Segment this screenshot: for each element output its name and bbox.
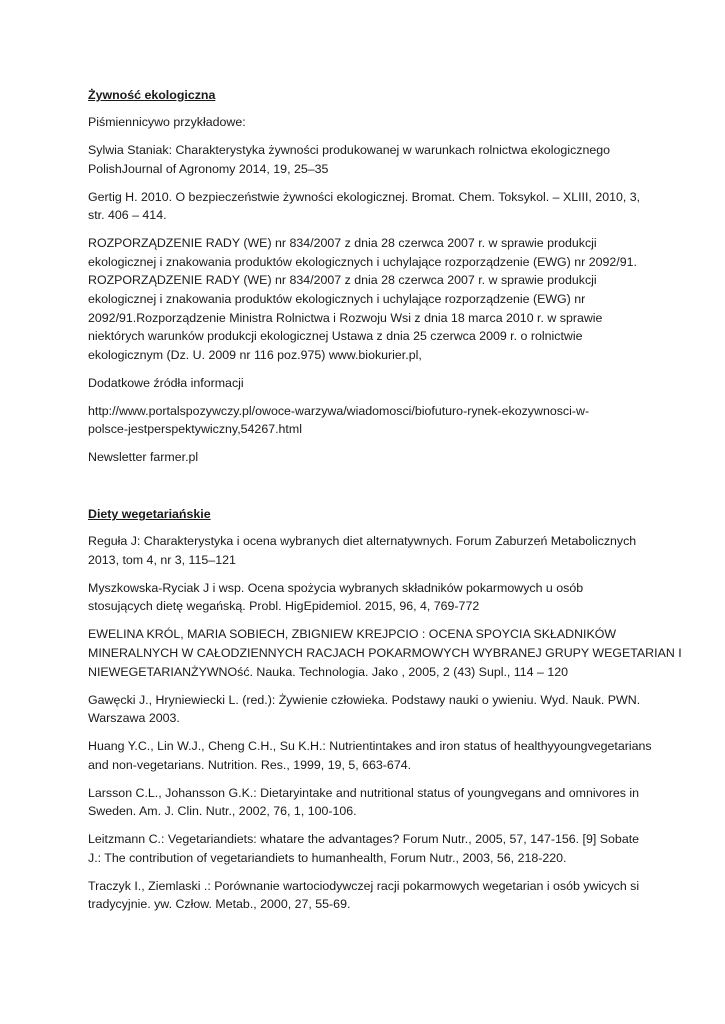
reference-line: EWELINA KRÓL, MARIA SOBIECH, ZBIGNIEW KREJPCIO : OCENA SPOYCIA SKŁADNIKÓW (88, 627, 617, 642)
reference-line: http://www.portalspozywczy.pl/owoce-warzywa/wiadomosci/biofuturo-rynek-ekozywnosci-w- (88, 403, 590, 418)
reference-entry (88, 737, 652, 774)
reference-line: stosujących dietę wegańską. Probl. HigEpidemiol. 2015, 96, 4, 769-772 (88, 599, 480, 614)
reference-entry (88, 188, 648, 225)
reference-line: tradycyjnie. yw. Człow. Metab., 2000, 27, 55-69. (88, 897, 351, 912)
reference-entry (88, 691, 648, 728)
section-heading-ecological-food: Żywność ekologiczna (88, 88, 216, 102)
reference-line: str. 406 – 414. (88, 208, 167, 223)
reference-line: Newsletter farmer.pl (88, 450, 199, 465)
document-page (88, 86, 682, 923)
reference-entry (88, 234, 648, 364)
reference-entry (88, 579, 648, 616)
reference-line: Larsson C.L., Johansson G.K.: Dietaryintake and nutritional status of youngvegans and omnivores in (88, 785, 640, 800)
reference-line: Warszawa 2003. (88, 711, 180, 726)
reference-line: Sylwia Staniak: Charakterystyka żywności produkowanej w warunkach rolnictwa ekologicznego (88, 142, 611, 157)
reference-line: Gertig H. 2010. O bezpieczeństwie żywności ekologicznej. Bromat. Chem. Toksykol. – XLIII, 2010, 3, (88, 189, 641, 204)
reference-line: Sweden. Am. J. Clin. Nutr., 2002, 76, 1, 100-106. (88, 804, 357, 819)
reference-entry (88, 141, 648, 178)
section-spacer (88, 476, 648, 505)
reference-entry (88, 784, 648, 821)
reference-entry (88, 877, 648, 914)
reference-line: MINERALNYCH W CAŁODZIENNYCH RACJACH POKARMOWYCH WYBRANEJ GRUPY WEGETARIAN I (88, 645, 682, 660)
reference-line: 2013, tom 4, nr 3, 115–121 (88, 552, 236, 567)
reference-line: ROZPORZĄDZENIE RADY (WE) nr 834/2007 z dnia 28 czerwca 2007 r. w sprawie produkcji (88, 273, 597, 288)
reference-line: Huang Y.C., Lin W.J., Cheng C.H., Su K.H.: Nutrientintakes and iron status of healthyyoungvegetarians (88, 739, 652, 754)
reference-entry (88, 830, 648, 867)
reference-line: PolishJournal of Agronomy 2014, 19, 25–35 (88, 161, 329, 176)
reference-line: ekologicznej i znakowania produktów ekologicznych i uchylające rozporządzenie (EWG) nr (88, 291, 586, 306)
reference-line: Reguła J: Charakterystyka i ocena wybranych diet alternatywnych. Forum Zaburzeń Metabolicznych (88, 534, 637, 549)
reference-entry (88, 402, 648, 439)
reference-line: Dodatkowe źródła informacji (88, 375, 244, 390)
reference-line: ekologicznym (Dz. U. 2009 nr 116 poz.975) www.biokurier.pl, (88, 347, 422, 362)
reference-entry (88, 374, 648, 393)
reference-line: polsce-jestperspektywiczny,54267.html (88, 422, 302, 437)
literature-intro: Piśmiennicywo przykładowe: (88, 115, 246, 129)
vegetarian-diets-references (88, 532, 682, 914)
reference-line: Traczyk I., Ziemlaski .: Porównanie wartociodywczej racji pokarmowych wegetarian i osób ywicych si (88, 878, 640, 893)
reference-line: ekologicznej i znakowania produktów ekologicznych i uchylające rozporządzenie (EWG) nr 2092/91. (88, 254, 637, 269)
reference-entry (88, 532, 648, 569)
reference-line: and non-vegetarians. Nutrition. Res., 1999, 19, 5, 663-674. (88, 757, 412, 772)
reference-entry (88, 448, 648, 467)
reference-line: Gawęcki J., Hryniewiecki L. (red.): Żywienie człowieka. Podstawy nauki o ywieniu. Wyd. Nauk. PWN. (88, 692, 641, 707)
reference-line: J.: The contribution of vegetariandiets to humanhealth, Forum Nutr., 2003, 56, 218-220. (88, 850, 567, 865)
reference-line: Leitzmann C.: Vegetariandiets: whatare the advantages? Forum Nutr., 2005, 57, 147-156. [9] Sobate (88, 832, 640, 847)
reference-line: Myszkowska-Ryciak J i wsp. Ocena spożycia wybranych składników pokarmowych u osób (88, 580, 584, 595)
reference-entry (88, 625, 682, 681)
reference-line: 2092/91.Rozporządzenie Ministra Rolnictwa i Rozwoju Wsi z dnia 18 marca 2010 r. w sprawie (88, 310, 603, 325)
ecological-food-references (88, 141, 648, 467)
reference-line: ROZPORZĄDZENIE RADY (WE) nr 834/2007 z dnia 28 czerwca 2007 r. w sprawie produkcji (88, 236, 597, 251)
reference-line: NIEWEGETARIANŻYWNOść. Nauka. Technologia. Jako , 2005, 2 (43) Supl., 114 – 120 (88, 664, 569, 679)
section-heading-vegetarian-diets: Diety wegetariańskie (88, 507, 211, 522)
reference-line: niektórych warunków produkcji ekologicznej Ustawa z dnia 25 czerwca 2009 r. o rolnictwie (88, 329, 583, 344)
